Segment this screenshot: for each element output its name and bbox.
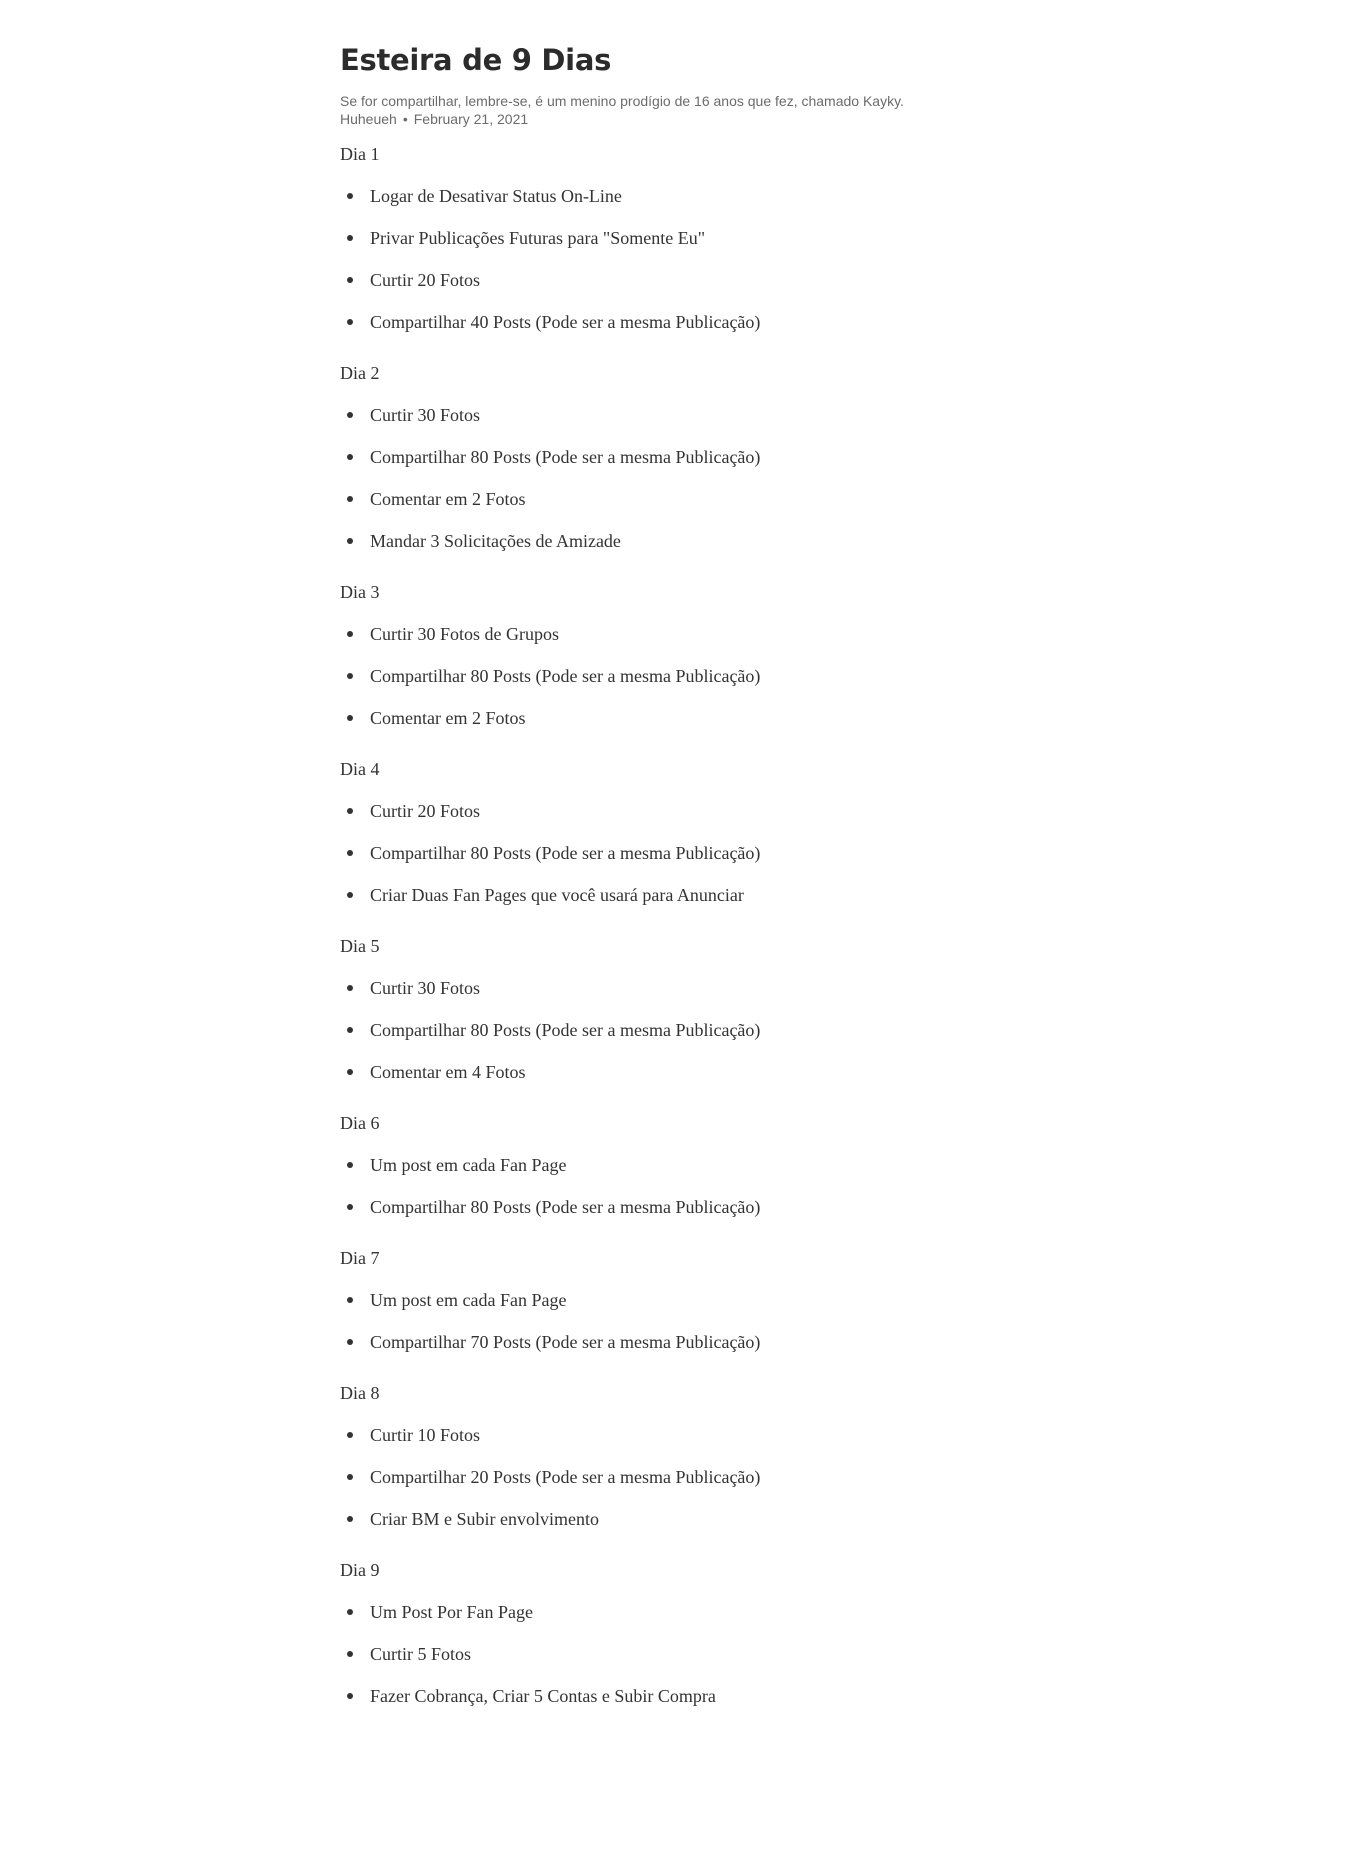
list-item-text: Compartilhar 40 Posts (Pode ser a mesma Publicação) xyxy=(370,312,761,332)
bullet-icon xyxy=(347,412,353,418)
list-item xyxy=(340,217,1030,259)
bullet-icon xyxy=(347,1693,353,1699)
day-heading: Dia 7 xyxy=(340,1248,380,1268)
list-item xyxy=(340,613,1030,655)
list-item-text: Curtir 30 Fotos xyxy=(370,405,481,425)
bullet-icon xyxy=(347,235,353,241)
day-heading: Dia 6 xyxy=(340,1113,380,1133)
list-item xyxy=(340,301,1030,343)
list-item-text: Curtir 20 Fotos xyxy=(370,270,481,290)
list-item xyxy=(340,832,1030,874)
list-item xyxy=(340,478,1030,520)
list-item-text: Fazer Cobrança, Criar 5 Contas e Subir Compra xyxy=(370,1686,716,1706)
bullet-icon xyxy=(347,631,353,637)
list-item xyxy=(340,259,1030,301)
list-item-text: Compartilhar 70 Posts (Pode ser a mesma Publicação) xyxy=(370,1332,761,1352)
bullet-icon xyxy=(347,1651,353,1657)
list-item-text: Logar de Desativar Status On-Line xyxy=(370,186,622,206)
list-item xyxy=(340,1498,1030,1540)
list-item xyxy=(340,394,1030,436)
list-item xyxy=(340,1051,1030,1093)
day-heading: Dia 1 xyxy=(340,144,380,164)
day-heading: Dia 4 xyxy=(340,759,380,779)
day-heading: Dia 3 xyxy=(340,582,380,602)
list-item xyxy=(340,1675,1030,1717)
day-list xyxy=(340,132,1030,1725)
list-item xyxy=(340,967,1030,1009)
task-list xyxy=(340,613,1030,747)
bullet-icon xyxy=(347,1027,353,1033)
task-list xyxy=(340,175,1030,351)
list-item-text: Criar Duas Fan Pages que você usará para Anunciar xyxy=(370,885,744,905)
list-item xyxy=(340,1009,1030,1051)
list-item-text: Compartilhar 80 Posts (Pode ser a mesma Publicação) xyxy=(370,1020,761,1040)
list-item-text: Curtir 30 Fotos de Grupos xyxy=(370,624,559,644)
list-item-text: Curtir 10 Fotos xyxy=(370,1425,481,1445)
list-item xyxy=(340,175,1030,217)
list-item-text: Criar BM e Subir envolvimento xyxy=(370,1509,599,1529)
page-title: Esteira de 9 Dias xyxy=(340,43,612,77)
list-item-text: Curtir 30 Fotos xyxy=(370,978,481,998)
day-section xyxy=(340,1236,1030,1371)
day-section xyxy=(340,351,1030,570)
bullet-icon xyxy=(347,538,353,544)
list-item xyxy=(340,874,1030,916)
day-section xyxy=(340,924,1030,1101)
day-section xyxy=(340,1101,1030,1236)
task-list xyxy=(340,1591,1030,1725)
list-item xyxy=(340,1591,1030,1633)
task-list xyxy=(340,394,1030,570)
list-item-text: Um Post Por Fan Page xyxy=(370,1602,534,1622)
list-item-text: Curtir 20 Fotos xyxy=(370,801,481,821)
list-item xyxy=(340,1321,1030,1363)
day-heading: Dia 2 xyxy=(340,363,380,383)
list-item-text: Comentar em 2 Fotos xyxy=(370,489,526,509)
bullet-icon xyxy=(347,985,353,991)
bullet-icon xyxy=(347,850,353,856)
list-item xyxy=(340,1414,1030,1456)
article-meta xyxy=(340,92,1030,128)
list-item-text: Um post em cada Fan Page xyxy=(370,1155,567,1175)
list-item xyxy=(340,1144,1030,1186)
article-date: February 21, 2021 xyxy=(413,111,529,127)
list-item-text: Compartilhar 80 Posts (Pode ser a mesma Publicação) xyxy=(370,447,761,467)
day-heading: Dia 9 xyxy=(340,1560,380,1580)
task-list xyxy=(340,1279,1030,1371)
day-section xyxy=(340,1371,1030,1548)
bullet-icon xyxy=(347,1474,353,1480)
task-list xyxy=(340,967,1030,1101)
list-item-text: Privar Publicações Futuras para "Somente Eu" xyxy=(370,228,706,248)
list-item-text: Compartilhar 80 Posts (Pode ser a mesma Publicação) xyxy=(370,843,761,863)
list-item-text: Comentar em 2 Fotos xyxy=(370,708,526,728)
bullet-icon xyxy=(347,1297,353,1303)
list-item xyxy=(340,1456,1030,1498)
bullet-icon xyxy=(347,1162,353,1168)
bullet-icon xyxy=(347,715,353,721)
list-item xyxy=(340,1186,1030,1228)
list-item-text: Compartilhar 80 Posts (Pode ser a mesma Publicação) xyxy=(370,1197,761,1217)
list-item xyxy=(340,790,1030,832)
list-item-text: Mandar 3 Solicitações de Amizade xyxy=(370,531,621,551)
task-list xyxy=(340,1414,1030,1548)
bullet-icon xyxy=(347,808,353,814)
bullet-icon xyxy=(347,1609,353,1615)
list-item xyxy=(340,697,1030,739)
bullet-icon xyxy=(347,1432,353,1438)
task-list xyxy=(340,790,1030,924)
meta-separator: • xyxy=(402,111,408,127)
day-section xyxy=(340,570,1030,747)
bullet-icon xyxy=(347,1339,353,1345)
bullet-icon xyxy=(347,1516,353,1522)
bullet-icon xyxy=(347,319,353,325)
bullet-icon xyxy=(347,454,353,460)
day-section xyxy=(340,747,1030,924)
list-item-text: Um post em cada Fan Page xyxy=(370,1290,567,1310)
task-list xyxy=(340,1144,1030,1236)
bullet-icon xyxy=(347,892,353,898)
article xyxy=(340,38,1030,1725)
day-section xyxy=(340,1548,1030,1725)
list-item-text: Curtir 5 Fotos xyxy=(370,1644,472,1664)
bullet-icon xyxy=(347,1069,353,1075)
list-item xyxy=(340,520,1030,562)
list-item xyxy=(340,1633,1030,1675)
list-item xyxy=(340,436,1030,478)
bullet-icon xyxy=(347,193,353,199)
bullet-icon xyxy=(347,673,353,679)
list-item-text: Comentar em 4 Fotos xyxy=(370,1062,526,1082)
article-subtitle: Se for compartilhar, lembre-se, é um menino prodígio de 16 anos que fez, chamado Kayky. Huheueh xyxy=(340,93,904,127)
list-item xyxy=(340,1279,1030,1321)
day-section xyxy=(340,132,1030,351)
day-heading: Dia 5 xyxy=(340,936,380,956)
bullet-icon xyxy=(347,496,353,502)
list-item xyxy=(340,655,1030,697)
list-item-text: Compartilhar 20 Posts (Pode ser a mesma Publicação) xyxy=(370,1467,761,1487)
bullet-icon xyxy=(347,277,353,283)
day-heading: Dia 8 xyxy=(340,1383,380,1403)
bullet-icon xyxy=(347,1204,353,1210)
list-item-text: Compartilhar 80 Posts (Pode ser a mesma Publicação) xyxy=(370,666,761,686)
